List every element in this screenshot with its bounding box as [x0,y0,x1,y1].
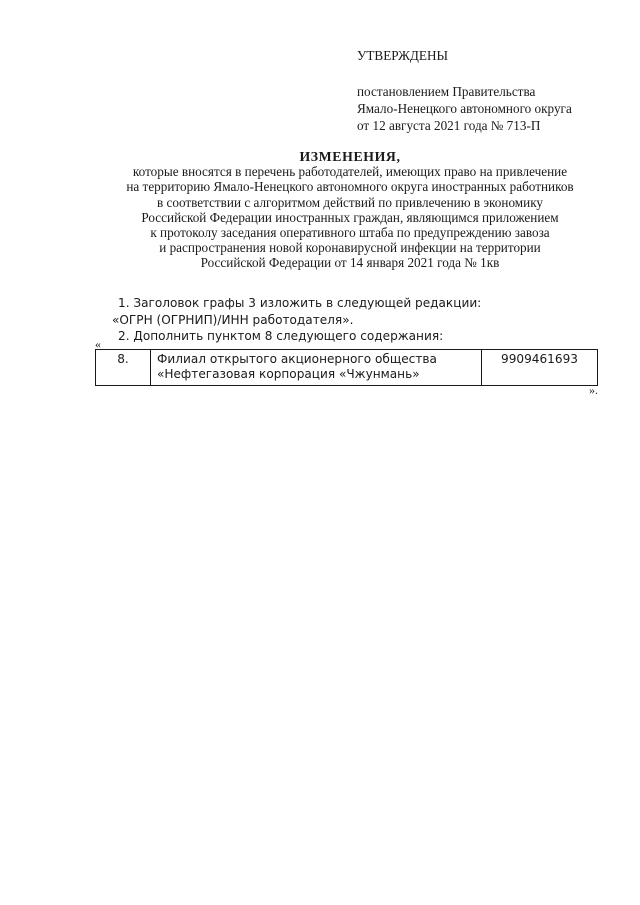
opening-quote-mark: « [95,337,101,351]
employer-table [95,349,598,386]
approval-title: УТВЕРЖДЕНЫ [357,48,449,63]
document-title: ИЗМЕНЕНИЯ, [299,149,401,164]
approval-line: постановлением Правительства [357,84,536,99]
approval-line: от 12 августа 2021 года № 713-П [357,118,541,133]
inn-cell: 9909461693 [482,350,598,386]
table-row [96,350,598,386]
employer-name-cell [151,350,482,386]
employer-name-line: «Нефтегазовая корпорация «Чжунмань» [157,367,420,381]
document-heading [70,149,630,271]
employer-name-line: Филиал открытого акционерного общества [157,352,437,366]
subtitle-line: на территорию Ямало-Ненецкого автономного округа иностранных работников [126,179,574,195]
subtitle-line: которые вносятся в перечень работодателей, имеющих право на привлечение [132,164,568,180]
subtitle-line: в соответствии с алгоритмом действий по привлечению в экономику [156,194,544,210]
paragraph-item-1-continuation: «ОГРН (ОГРНИП)/ИНН работодателя». [112,312,354,327]
paragraph-item-2: 2. Дополнить пунктом 8 следующего содержания: [118,329,444,343]
approval-block [357,47,617,134]
subtitle-line: и распространения новой коронавирусной инфекции на территории [159,240,541,256]
row-number-cell: 8. [96,350,151,386]
subtitle-line: к протоколу заседания оперативного штаба по предупреждению завоза [150,225,550,241]
paragraph-item-1: 1. Заголовок графы 3 изложить в следующей редакции: [118,296,482,310]
document-body [112,295,598,345]
subtitle-line: Российской Федерации иностранных граждан, являющимся приложением [141,209,559,225]
closing-quote-mark: ». [589,383,598,397]
subtitle-line: Российской Федерации от 14 января 2021 года № 1кв [200,255,500,271]
approval-line: Ямало-Ненецкого автономного округа [357,101,572,116]
